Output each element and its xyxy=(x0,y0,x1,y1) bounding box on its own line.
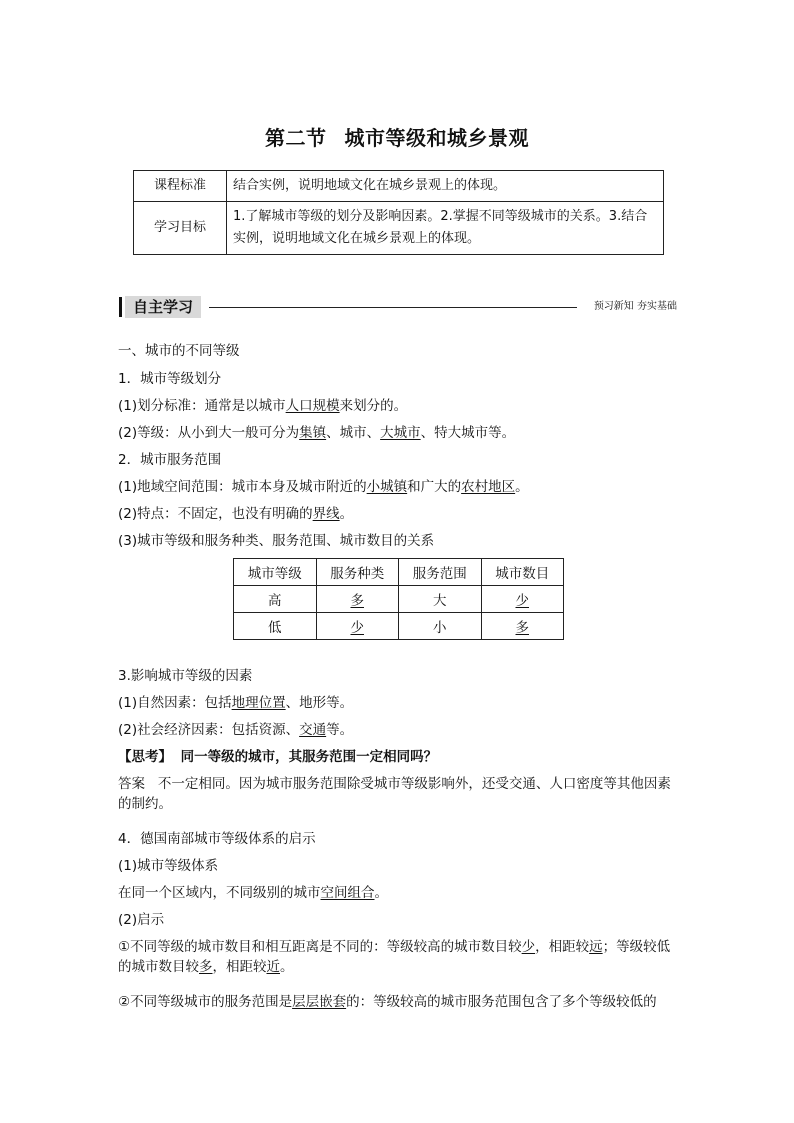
standards-row xyxy=(134,171,664,202)
table-header-cell: 服务范围 xyxy=(399,559,482,586)
heading-1: 一、城市的不同等级 xyxy=(118,343,240,359)
fill-answer: 大城市 xyxy=(380,425,421,441)
table-cell: 低 xyxy=(234,613,317,640)
insight-paragraph-2: ②不同等级城市的服务范围是层层嵌套的：等级较高的城市服务范围包含了多个等级较低的 xyxy=(118,994,657,1010)
fill-answer: 少 xyxy=(521,939,536,955)
text-line: (1)城市等级体系 xyxy=(118,858,219,874)
answer-tag: 答案 xyxy=(118,776,145,792)
section-divider xyxy=(209,307,577,308)
page-title xyxy=(0,122,794,151)
fill-answer: 层层嵌套 xyxy=(292,994,347,1010)
insight-paragraph-1: ①不同等级的城市数目和相互距离是不同的：等级较高的城市数目较少，相距较远；等级较低的城市数目较多，相距较近。 xyxy=(118,939,671,975)
table-cell: 高 xyxy=(234,586,317,613)
fill-answer: 农村地区 xyxy=(461,479,516,495)
subheading-4: 4．德国南部城市等级体系的启示 xyxy=(118,831,316,847)
standards-key: 课程标准 xyxy=(134,171,227,202)
section-bar xyxy=(119,297,122,317)
table-row xyxy=(234,613,564,640)
answer-text: 不一定相同。因为城市服务范围除受城市等级影响外，还受交通、人口密度等其他因素的制约。 xyxy=(118,776,671,812)
text-line: (2)社会经济因素：包括资源、交通等。 xyxy=(118,722,354,738)
think-line xyxy=(118,747,683,767)
fill-answer: 集镇 xyxy=(299,425,327,441)
table-header-cell: 服务种类 xyxy=(316,559,399,586)
text-line: 在同一个区域内，不同级别的城市空间组合。 xyxy=(118,885,388,901)
table-cell: 多 xyxy=(481,613,564,640)
think-tag: 【思考】 xyxy=(118,749,172,765)
table-row xyxy=(234,586,564,613)
fill-answer: 交通 xyxy=(299,722,327,738)
objectives-row xyxy=(134,202,664,255)
fill-answer: 空间组合 xyxy=(320,885,375,901)
table-cell: 少 xyxy=(316,613,399,640)
standards-value: 结合实例，说明地域文化在城乡景观上的体现。 xyxy=(227,171,664,202)
text-line: (2)等级：从小到大一般可分为集镇、城市、大城市、特大城市等。 xyxy=(118,425,516,441)
objectives-value: 1.了解城市等级的划分及影响因素。2.掌握不同等级城市的关系。3.结合实例，说明地域文化在城乡景观上的体现。 xyxy=(227,202,664,255)
fill-answer: 地理位置 xyxy=(231,695,286,711)
objectives-key: 学习目标 xyxy=(134,202,227,255)
table-cell: 多 xyxy=(316,586,399,613)
table-cell: 大 xyxy=(399,586,482,613)
table-header-row xyxy=(234,559,564,586)
fill-answer: 人口规模 xyxy=(285,398,340,414)
table-header-cell: 城市数目 xyxy=(481,559,564,586)
fill-answer: 界线 xyxy=(312,506,340,522)
text-line: (3)城市等级和服务种类、服务范围、城市数目的关系 xyxy=(118,533,435,549)
text-line: (1)地域空间范围：城市本身及城市附近的小城镇和广大的农村地区。 xyxy=(118,479,529,495)
section-header xyxy=(119,296,677,318)
fill-answer: 远 xyxy=(589,939,603,955)
text-line: (1)划分标准：通常是以城市人口规模来划分的。 xyxy=(118,398,408,414)
section-tagline: 预习新知 夯实基础 xyxy=(593,301,677,312)
section-title: 城市等级和城乡景观 xyxy=(344,126,529,150)
relation-table xyxy=(233,558,564,640)
text-line: (2)特点：不固定，也没有明确的界线。 xyxy=(118,506,354,522)
subheading-2: 2．城市服务范围 xyxy=(118,452,222,468)
standards-table xyxy=(133,170,664,255)
think-question: 同一等级的城市，其服务范围一定相同吗？ xyxy=(180,749,438,765)
table-header-cell: 城市等级 xyxy=(234,559,317,586)
fill-answer: 小城镇 xyxy=(366,479,408,495)
fill-answer: 多 xyxy=(199,959,213,975)
fill-answer: 近 xyxy=(266,959,280,975)
answer-paragraph xyxy=(118,774,683,814)
table-cell: 少 xyxy=(481,586,564,613)
section-label: 自主学习 xyxy=(125,296,201,318)
subheading-1: 1．城市等级划分 xyxy=(118,371,222,387)
section-number: 第二节 xyxy=(265,126,327,150)
text-line: (1)自然因素：包括地理位置、地形等。 xyxy=(118,695,354,711)
subheading-3: 3.影响城市等级的因素 xyxy=(118,668,253,684)
text-line: (2)启示 xyxy=(118,912,165,928)
table-cell: 小 xyxy=(399,613,482,640)
